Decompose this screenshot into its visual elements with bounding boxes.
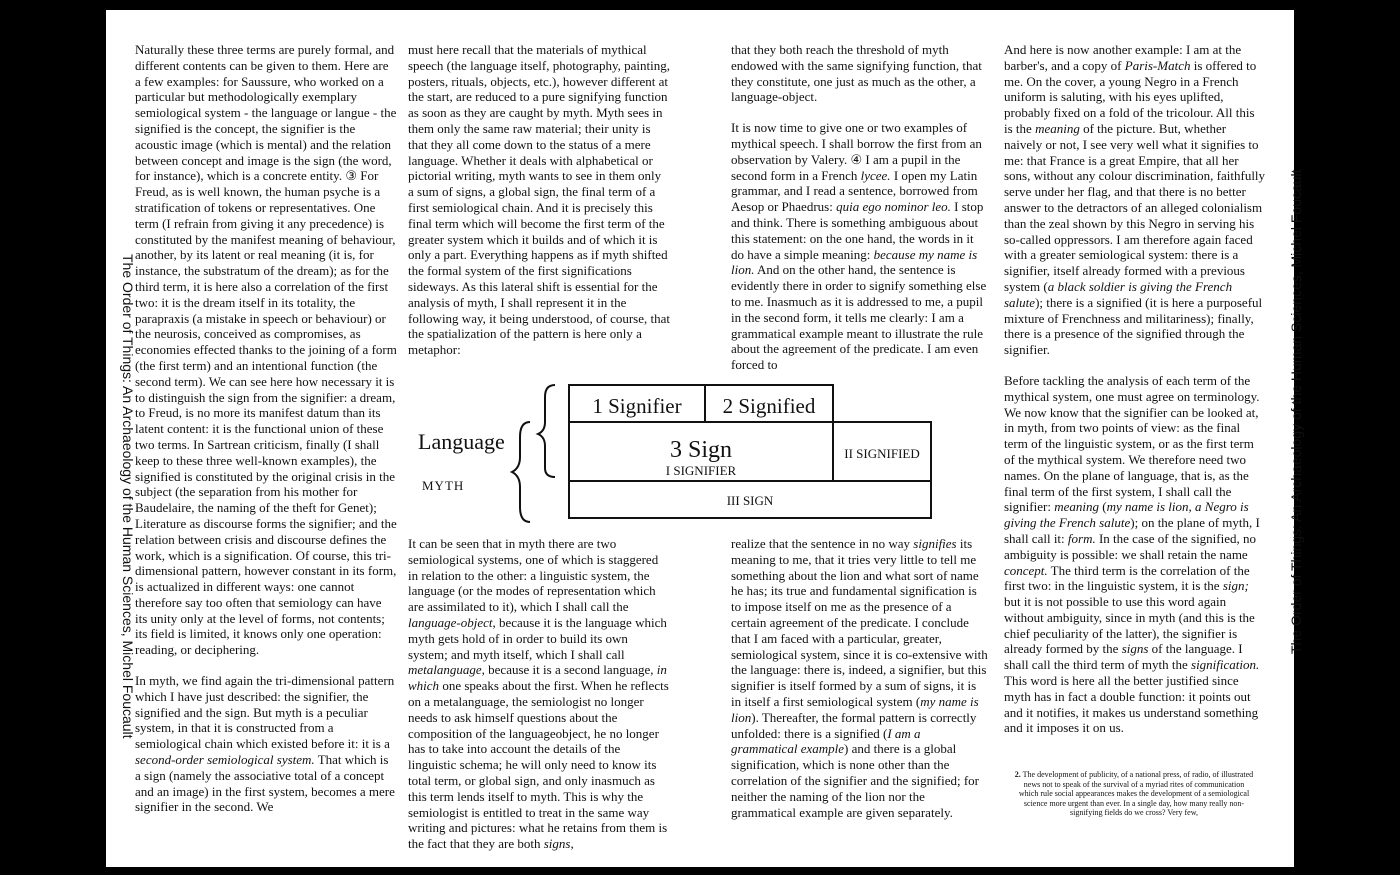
sign-label: 3 Sign bbox=[669, 437, 733, 463]
side-title-left: The Order of Things: An Archaeology of the Human Sciences, Michel Foucault bbox=[120, 254, 136, 739]
emphasis: sign; bbox=[1222, 578, 1249, 594]
emphasis: signs bbox=[1121, 641, 1149, 657]
paragraph bbox=[1004, 42, 1266, 358]
emphasis: signs, bbox=[543, 836, 574, 852]
text-run: And here is now another example: I am at the barber's, and a copy of bbox=[1004, 42, 1242, 73]
signified-label: 2 Signified bbox=[722, 394, 816, 418]
emphasis: Paris-Match bbox=[1124, 57, 1191, 73]
text-run: Before tackling the analysis of each term of the mythical system, one must agree on terminology. We now know that the signifier can be looked at, in myth, from two points of view: as the final term of the linguistic system, or as the first term of the mythical system. We therefore need two names. On the plane of language, that is, as the final term of the first system, I shall call the signifier: bbox=[1004, 372, 1260, 515]
emphasis: in which bbox=[408, 662, 667, 694]
big-signified-label: II SIGNIFIED bbox=[844, 446, 920, 461]
emphasis: metalanguage, bbox=[408, 662, 485, 678]
text-run: ); on the plane of myth, I shall call it: bbox=[1004, 515, 1260, 546]
emphasis: I am a grammatical example bbox=[731, 725, 921, 757]
emphasis: meaning bbox=[1035, 120, 1080, 136]
text-run: one speaks about the first. When he reflects on a metalanguage, the semiologist no longer needs to ask himself questions about the composition of the languageobject, he no longer has to take into account the details of the linguistic schema; he will only need to know its total term, or global sign, and only inasmuch as this term lends itself to myth. This is why the semiologist is entitled to treat in the same way writing and pictures: what he retains from them is the fact that they are both bbox=[408, 678, 669, 852]
column-2-top bbox=[408, 42, 670, 373]
emphasis: my name is lion bbox=[731, 693, 979, 725]
myth-brace bbox=[512, 422, 530, 522]
text-run: I open my Latin grammar, and I read a sentence, borrowed from Aesop or Phaedrus: bbox=[731, 167, 978, 215]
text-run: It is now time to give one or two examples of mythical speech. I shall borrow the first from an observation by Valery. ④ I am a pupil in the second form in a French bbox=[731, 120, 982, 183]
paragraph: that they both reach the threshold of myth endowed with the same signifying function, that they constitute, one just as much as the other, a language-object. bbox=[731, 42, 982, 105]
emphasis: form. bbox=[1067, 530, 1096, 546]
text-run: That which is a sign (namely the associative total of a concept and an image) in the first system, becomes a mere signifier in the second. We bbox=[135, 752, 395, 815]
text-run: It can be seen that in myth there are two semiological systems, one of which is staggered in relation to the other: a linguistic system, the language (or the modes of representation which are assimilated to it), which I shall call the bbox=[408, 536, 659, 615]
text-run: ); there is a signified (it is here a purposeful mixture of Frenchness and militariness); finally, there is a presence of the signified through the signifier. bbox=[1004, 294, 1263, 358]
footnote bbox=[1014, 770, 1254, 818]
emphasis: concept. bbox=[1004, 562, 1048, 578]
language-brace bbox=[538, 385, 555, 477]
paragraph: must here recall that the materials of mythical speech (the language itself, photography, painting, posters, rituals, objects, etc.), however different at the start, are reduced to a pure signifying function as soon as they are caught by myth. Myth sees in them only the same raw material; their unity is that they all come down to the status of a mere language. Whether it deals with alphabetical or pictorial writing, myth wants to see in them only a sum of signs, a global sign, the final term of a first semiological chain. And it is precisely this final term which will become the first term of the greater system which it builds and of which it is only a part. Everything happens as if myth shifted the formal system of the first significations sideways. As this lateral shift is essential for the analysis of myth, I shall represent it in the following way, it being understood, of course, that the spatialization of the pattern is here only a metaphor: bbox=[408, 42, 670, 358]
text-run: In the case of the signified, no ambiguity is possible: we shall retain the name bbox=[1004, 530, 1257, 562]
text-run: ). Thereafter, the formal pattern is correctly unfolded: there is a signified ( bbox=[731, 709, 977, 741]
paragraph bbox=[731, 536, 988, 820]
paragraph bbox=[1004, 373, 1266, 736]
text-run: because it is a second language, bbox=[484, 662, 657, 678]
paragraph bbox=[731, 120, 988, 373]
emphasis: my name is lion, a Negro is giving the French salute bbox=[1004, 499, 1249, 531]
text-run: because it is the language which myth gets hold of in order to build its own system; and myth itself, which I shall call bbox=[408, 614, 667, 662]
signifier-label: 1 Signifier bbox=[592, 394, 682, 418]
myth-label: MYTH bbox=[422, 478, 465, 493]
page bbox=[106, 10, 1304, 867]
paragraph bbox=[135, 673, 397, 815]
text-run: And on the other hand, the sentence is evidently there in order to signify something else to me. Inasmuch as it is addressed to me, a pupil in the second form, it tells me clearly: I am a grammatical example meant to illustrate the rule about the agreement of the predicate. I am even forced to bbox=[731, 262, 987, 373]
paragraph: Naturally these three terms are purely formal, and different contents can be given to them. Here are a few examples: for Saussure, who worked on a particular but methodologically exemplary semiological system - the language or langue - the signified is the concept, the signifier is the acoustic image (which is mental) and the relation between concept and image is the sign (the word, for instance), which is a concrete entity. ③ For Freud, as is well known, the human psyche is a stratification of tokens or representatives. One term (I refrain from giving it any precedence) is constituted by the manifest meaning of behaviour, another, by its latent or real meaning (it is, for instance, the substratum of the dream); as for the third term, it is here also a correlation of the first two: it is the dream itself in its totality, the parapraxis (a mistake in speech or behaviour) or the neurosis, conceived as compromises, as economies effected thanks to the joining of a form (the first term) and an intentional function (the second term). We can see here how necessary it is to distinguish the sign from the signifier: a dream, to Freud, is no more its manifest datum than its latent content: it is the functional union of these two terms. In Sartrean criticism, finally (I shall keep to these three well-known examples), the signified is constituted by the original crisis in the subject (the separation from his mother for Baudelaire, the naming of the theft for Genet); Literature as discourse forms the signifier; and the relation between crisis and discourse defines the work, which is a signification. Of course, this tri-dimensional pattern, however constant in its form, is actualized in different ways: one cannot therefore say too often that semiology can have its unity only at the level of forms, not contents; its field is limited, it knows only one operation: reading, or deciphering. bbox=[135, 42, 397, 658]
big-signifier-label: I SIGNIFIER bbox=[665, 463, 737, 478]
text-run: of the picture. But, whether naively or not, I see very well what it signifies to me: that France is a great Empire, that all her sons, without any colour discrimination, faithfully serve under her flag, and that there is no better answer to the detractors of an alleged colonialism than the zeal shown by this Negro in serving his so-called oppressors. I am therefore again faced with a greater semiological system: there is a signifier, itself already formed with a previous system ( bbox=[1004, 120, 1266, 294]
emphasis: signifies bbox=[913, 536, 957, 551]
text-run: its meaning to me, that it tries very little to tell me something about the lion and what sort of name he has; its true and fundamental signification is to impose itself on me as the presence of a certain agreement of the predicate. I conclude that I am faced with a particular, greater, semiological system, since it is co-extensive with the language: there is, indeed, a signifier, but this signifier is itself formed by a sum of signs, it is in itself a first semiological system ( bbox=[731, 536, 988, 709]
footnote-text: The development of publicity, of a national press, of radio, of illustrated news not to speak of the survival of a myriad rites of communication which rule social appearances makes the development of a semiological science more urgent than ever. In a single day, how many really non-signifying fields do we cross? Very few, bbox=[1018, 770, 1254, 817]
column-4 bbox=[1004, 42, 1266, 751]
text-run: ( bbox=[1098, 499, 1107, 515]
footnote-number: 2. bbox=[1014, 770, 1021, 779]
column-1 bbox=[135, 42, 397, 830]
emphasis: because my name is lion. bbox=[731, 246, 978, 278]
myth-diagram bbox=[408, 382, 940, 527]
language-label: Language bbox=[418, 429, 505, 454]
big-sign-label: III SIGN bbox=[726, 493, 774, 508]
text-run: I stop and think. There is something ambiguous about this statement: on the one hand, the words in it do have a simple meaning: bbox=[731, 199, 984, 262]
text-run: is offered to me. On the cover, a young Negro in a French uniform is saluting, with his eyes uplifted, probably fixed on a fold of the tricolour. All this is the bbox=[1004, 57, 1257, 136]
text-run: This word is here all the better justified since myth has in fact a double function: it points out and it notifies, it makes us understand something and it imposes it on us. bbox=[1004, 673, 1259, 736]
emphasis: signification. bbox=[1191, 657, 1260, 673]
text-run: In myth, we find again the tri-dimensional pattern which I have just described: the signifier, the signified and the sign. But myth is a peculiar system, in that it is constructed from a semiological chain which existed before it: it is a bbox=[135, 673, 395, 752]
text-run: The third term is the correlation of the first two: in the linguistic system, it is the bbox=[1004, 562, 1250, 594]
column-3-top bbox=[731, 42, 988, 388]
emphasis: second-order semiological system. bbox=[135, 752, 315, 768]
text-run: of the language. I shall call the third term of myth the bbox=[1004, 641, 1243, 673]
emphasis: language-object, bbox=[408, 614, 496, 630]
text-run: but it is not possible to use this word again without ambiguity, since in myth (and this is the chief peculiarity of the latter), the signifier is already formed by the bbox=[1004, 594, 1255, 657]
text-run: realize that the sentence in no way bbox=[731, 536, 914, 551]
column-3-bottom bbox=[731, 536, 988, 835]
text-run: ) and there is a global signification, which is none other than the correlation of the signifier and the signified; for neither the naming of the lion nor the grammatical example are given separately. bbox=[731, 741, 980, 820]
column-2-bottom bbox=[408, 536, 670, 867]
emphasis: a black soldier is giving the French salute bbox=[1004, 278, 1233, 310]
emphasis: meaning bbox=[1054, 499, 1099, 515]
side-title-right: The Order of Things: An Archaeology of the Human Sciences, Michel Foucault bbox=[1288, 169, 1304, 654]
emphasis: lycee. bbox=[860, 167, 891, 183]
emphasis: quia ego nominor leo. bbox=[836, 199, 951, 215]
paragraph bbox=[408, 536, 670, 852]
